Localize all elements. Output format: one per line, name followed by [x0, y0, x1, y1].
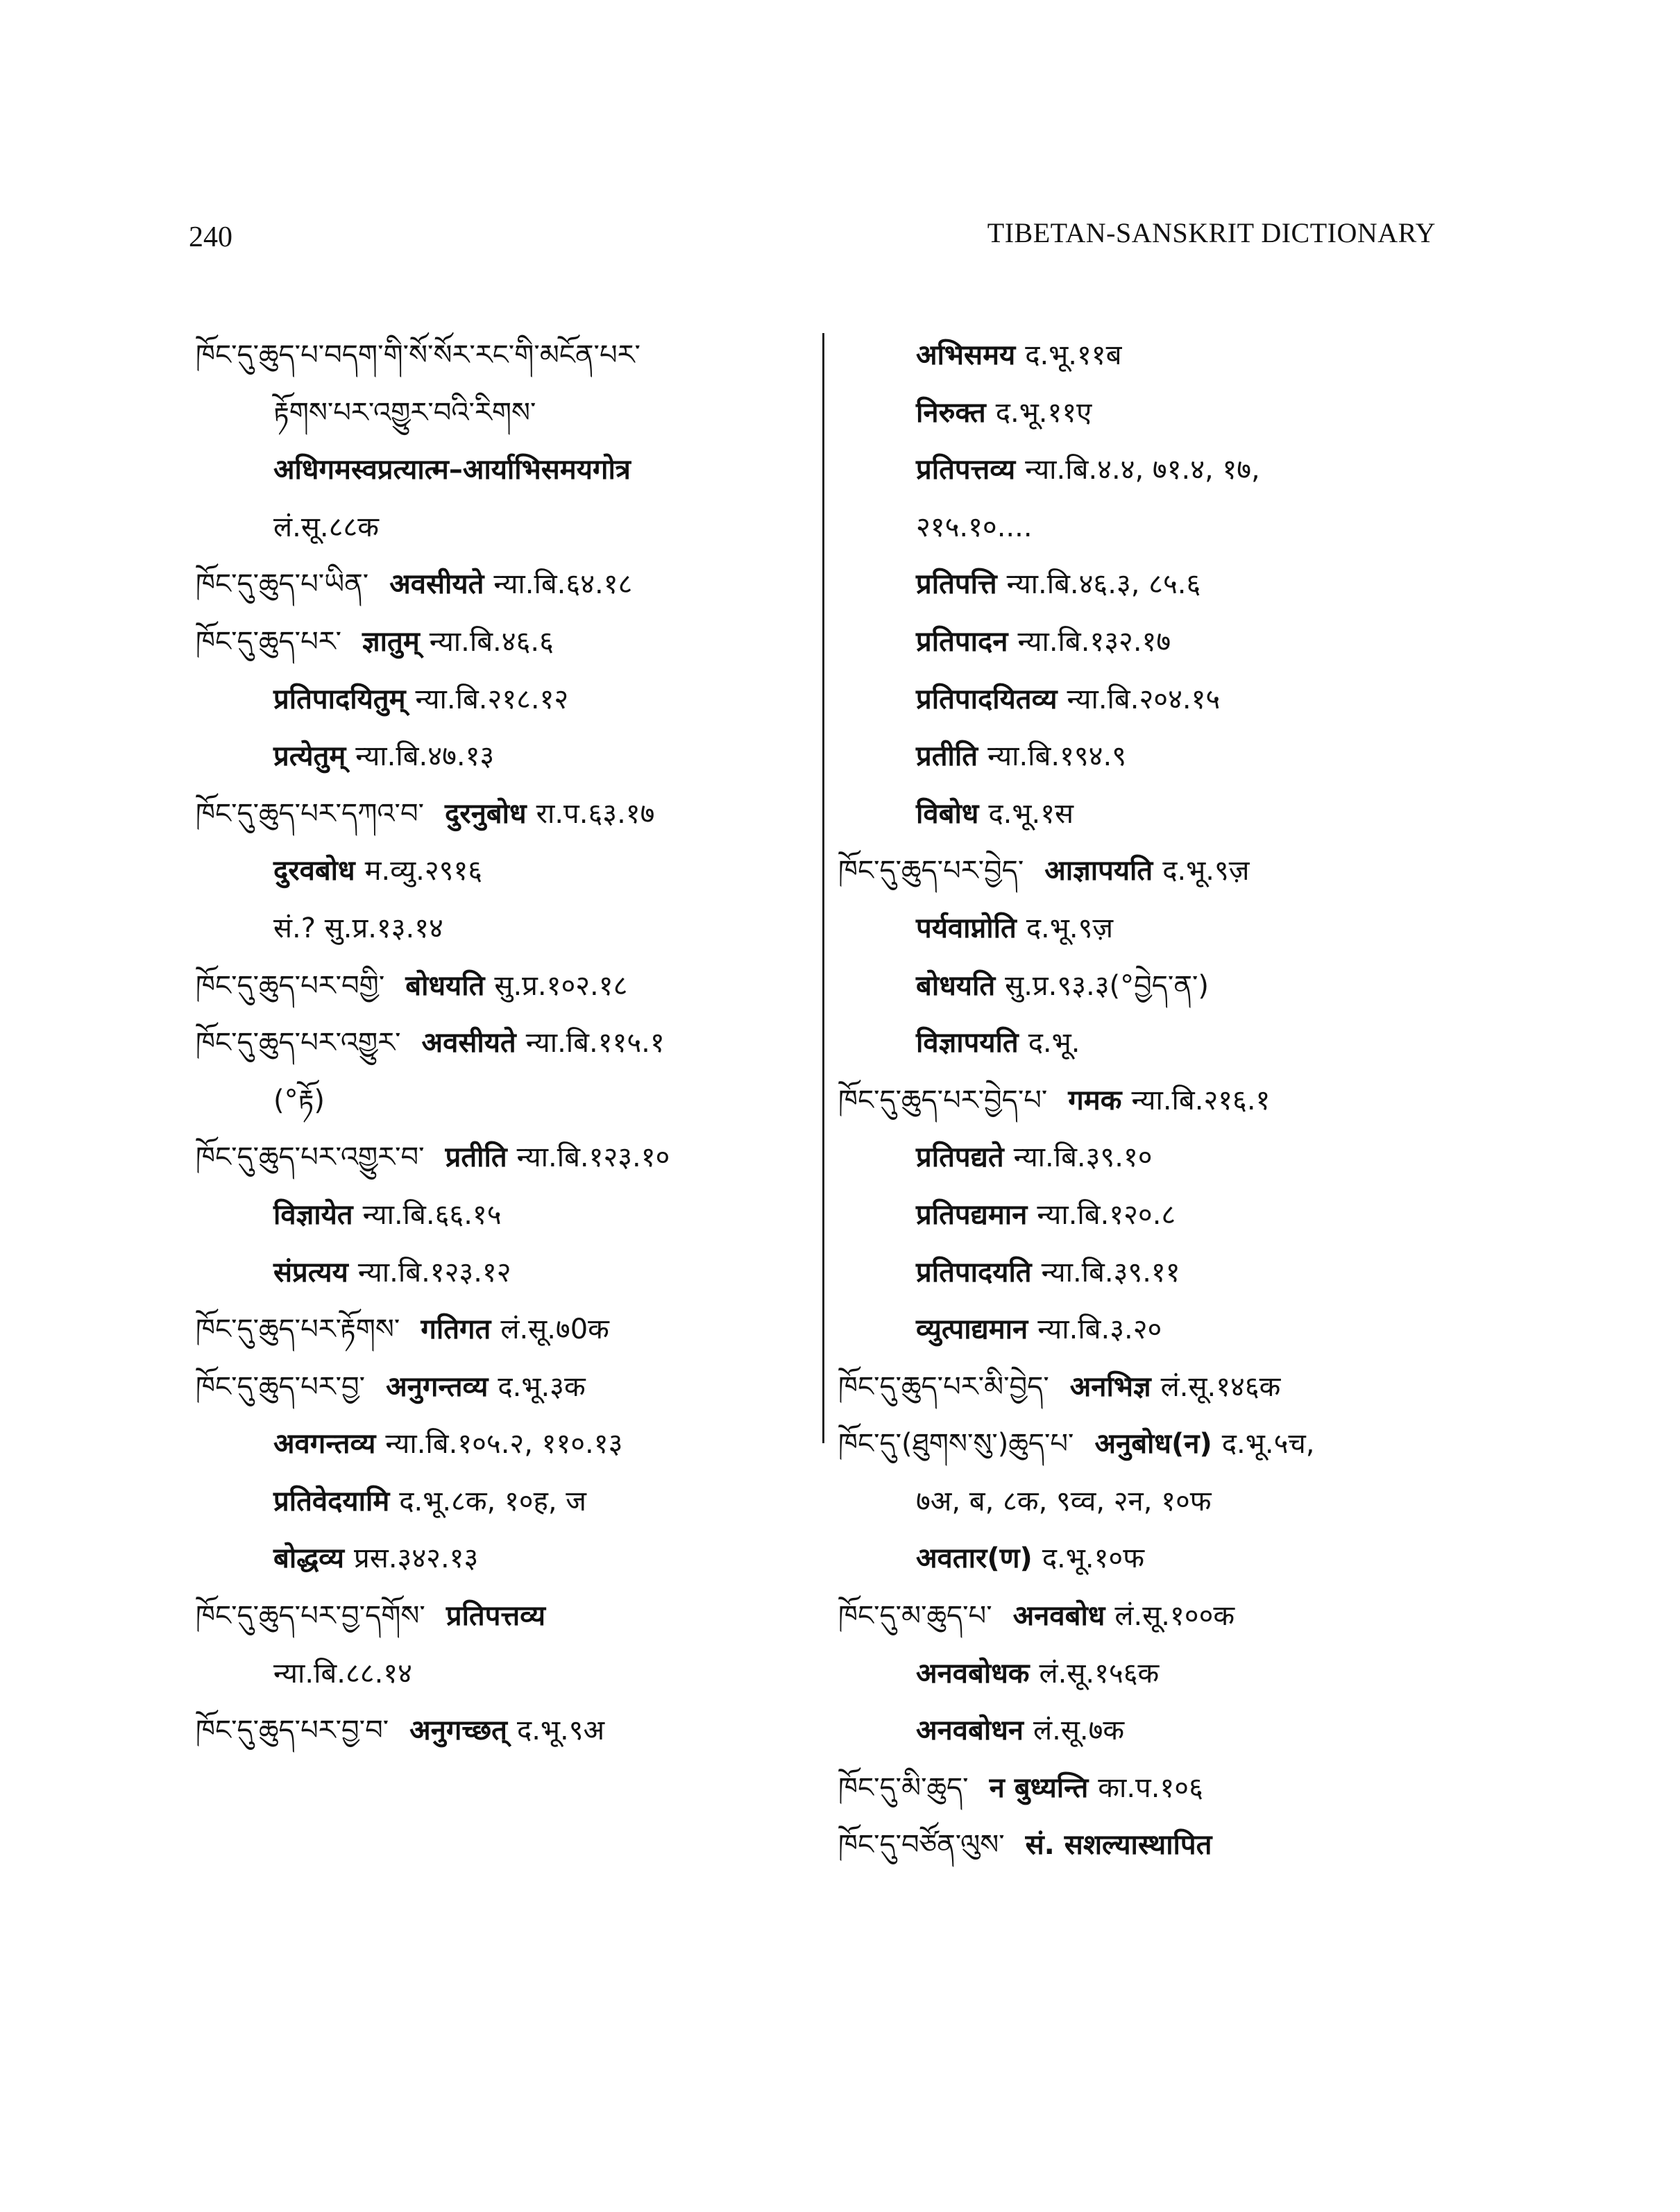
- tibetan-term: (°རྟོ): [273, 1084, 325, 1116]
- sanskrit-equivalent: दुरनुबोध: [445, 797, 527, 830]
- source-reference: न्या.बि.३.२०: [1037, 1313, 1162, 1346]
- dictionary-line: [196, 957, 820, 1014]
- dictionary-line: [838, 1014, 1463, 1071]
- dictionary-line: [838, 785, 1463, 842]
- sanskrit-equivalent: अवगन्तव्य: [273, 1428, 376, 1461]
- sanskrit-equivalent: अवसीयते: [389, 568, 484, 601]
- dictionary-line: [838, 1701, 1463, 1759]
- source-reference: लं.सू.१४६क: [1160, 1370, 1281, 1403]
- source-reference: द.भू.११ब: [1025, 339, 1122, 371]
- dictionary-line: [196, 785, 820, 842]
- sanskrit-equivalent: प्रत्येतुम्: [273, 740, 346, 773]
- sanskrit-equivalent: अनवबोध: [1012, 1600, 1105, 1633]
- sanskrit-equivalent: प्रतिवेदयामि: [273, 1485, 390, 1517]
- dictionary-line: [196, 670, 820, 728]
- tibetan-term: ཁོང་དུ་ཆུད་པར་བགྱི་: [196, 969, 385, 1002]
- sanskrit-equivalent: प्रतिपत्ति: [916, 568, 997, 601]
- dictionary-line: [838, 613, 1463, 670]
- dictionary-line: [196, 842, 820, 899]
- source-reference: म.व्यु.२९१६: [364, 855, 483, 887]
- source-reference: न्या.बि.२०४.१५: [1067, 683, 1221, 715]
- sanskrit-equivalent: अनुगच्छत्: [409, 1715, 507, 1747]
- tibetan-term: ཁོང་དུ་ཆུད་པར་བྱ་དགོས་: [196, 1600, 425, 1633]
- dictionary-line: [196, 1644, 820, 1702]
- dictionary-line: [196, 1529, 820, 1587]
- source-reference: न्या.बि.४६.६: [429, 625, 554, 658]
- source-reference: न्या.बि.१२३.१०: [516, 1141, 670, 1174]
- source-reference: का.प.१०६: [1098, 1771, 1203, 1804]
- dictionary-line: [838, 1415, 1463, 1472]
- tibetan-term: ཁོང་དུ་ཆུད་པར་: [196, 625, 342, 658]
- sanskrit-equivalent: अवसीयते: [421, 1027, 516, 1060]
- sanskrit-equivalent: अभिसमय: [916, 339, 1016, 371]
- sanskrit-equivalent: आज्ञापयति: [1044, 855, 1153, 887]
- dictionary-line: [196, 727, 820, 785]
- sanskrit-equivalent: प्रतीति: [445, 1141, 507, 1174]
- source-reference: द.भू.९ज़: [1026, 912, 1114, 944]
- dictionary-line: [838, 899, 1463, 957]
- sanskrit-equivalent: सं. सशल्यास्थापित: [1025, 1829, 1212, 1862]
- source-reference: प्रस.३४२.१३: [354, 1542, 479, 1575]
- source-reference: न्या.बि.१२३.१२: [357, 1256, 511, 1288]
- dictionary-line: [196, 1472, 820, 1530]
- dictionary-line: [838, 498, 1463, 556]
- sanskrit-equivalent: प्रतिपादयितव्य: [916, 683, 1058, 715]
- source-reference: द.भू.९अ: [516, 1715, 605, 1747]
- sanskrit-equivalent: विज्ञापयति: [916, 1027, 1019, 1060]
- sanskrit-equivalent: अनुबोध(न): [1094, 1428, 1212, 1461]
- sanskrit-equivalent: अवतार(ण): [916, 1542, 1033, 1575]
- source-reference: द.भू.१स: [988, 797, 1074, 830]
- sanskrit-equivalent: अनवबोधन: [916, 1715, 1024, 1747]
- source-reference: द.भू.: [1028, 1027, 1080, 1060]
- tibetan-term: ཁོང་དུ་ཆུད་པར་བྱ་: [196, 1370, 366, 1403]
- sanskrit-equivalent: प्रतिपादन: [916, 625, 1008, 658]
- dictionary-line: [196, 1014, 820, 1071]
- tibetan-term: ཁོང་དུ་མི་ཆུད་: [838, 1771, 969, 1804]
- dictionary-line: [838, 1587, 1463, 1644]
- dictionary-line: [196, 326, 820, 384]
- sanskrit-equivalent: ज्ञातुम्: [362, 625, 420, 658]
- dictionary-line: [838, 842, 1463, 899]
- dictionary-line: [838, 326, 1463, 384]
- sanskrit-equivalent: प्रतीति: [916, 740, 978, 773]
- sanskrit-equivalent: अधिगमस्वप्रत्यात्म–आर्याभिसमयगोत्र: [273, 454, 631, 486]
- source-reference: रा.प.६३.१७: [536, 797, 655, 830]
- dictionary-line: [838, 1071, 1463, 1129]
- source-reference: न्या.बि.२१६.१: [1131, 1084, 1271, 1116]
- sanskrit-equivalent: विज्ञायेत: [273, 1198, 353, 1231]
- left-column: [196, 326, 820, 1759]
- source-reference: द.भू.८क, १०ह, ज: [399, 1485, 586, 1517]
- dictionary-line: [196, 1243, 820, 1301]
- sanskrit-equivalent: प्रतिपद्यमान: [916, 1198, 1028, 1231]
- dictionary-line: [196, 1300, 820, 1358]
- source-reference: सु.प्र.९३.३(°བྱེད་ན་): [1005, 969, 1210, 1002]
- tibetan-term: ཁོང་དུ་ཆུད་པར་མི་བྱེད་: [838, 1370, 1049, 1403]
- dictionary-line: [838, 1759, 1463, 1817]
- dictionary-line: [838, 957, 1463, 1014]
- tibetan-term: ཁོང་དུ་(ཐུགས་སུ་)ཆུད་པ་: [838, 1428, 1074, 1461]
- tibetan-term: ཁོང་དུ་ཆུད་པར་རྟོགས་: [196, 1313, 400, 1346]
- right-column: [838, 326, 1463, 1873]
- dictionary-line: [838, 1358, 1463, 1415]
- tibetan-term: ཁོང་དུ་ཆུད་པར་བྱེད་པ་: [838, 1084, 1048, 1116]
- dictionary-line: [196, 1071, 820, 1129]
- source-reference: द.भू.११ए: [995, 396, 1092, 429]
- sanskrit-equivalent: निरुक्त: [916, 396, 986, 429]
- dictionary-line: [838, 1644, 1463, 1702]
- source-reference: लं.सू.१००क: [1114, 1600, 1235, 1633]
- dictionary-line: [838, 1472, 1463, 1530]
- source-reference: २१५.१०....: [916, 511, 1033, 543]
- dictionary-line: [838, 441, 1463, 498]
- tibetan-term: ཁོང་དུ་ཆུད་པར་དཀའ་བ་: [196, 797, 424, 830]
- dictionary-line: [196, 1358, 820, 1415]
- sanskrit-equivalent: संप्रत्यय: [273, 1256, 348, 1288]
- column-divider: [822, 333, 824, 1443]
- source-reference: न्या.बि.४६.३, ८५.६: [1006, 568, 1201, 601]
- tibetan-term: ཁོང་དུ་ཆུད་པར་བྱ་བ་: [196, 1715, 389, 1747]
- source-reference: लं.सू.७0क: [500, 1313, 609, 1346]
- sanskrit-equivalent: अनभिज्ञ: [1069, 1370, 1151, 1403]
- sanskrit-equivalent: बोधयति: [916, 969, 996, 1002]
- source-reference: न्या.बि.४७.१३: [355, 740, 495, 773]
- source-reference: लं.सू.१५६क: [1039, 1657, 1160, 1690]
- sanskrit-equivalent: व्युत्पाद्यमान: [916, 1313, 1028, 1346]
- sanskrit-equivalent: प्रतिपद्यते: [916, 1141, 1004, 1174]
- dictionary-line: [838, 1529, 1463, 1587]
- dictionary-line: [838, 384, 1463, 441]
- dictionary-line: [196, 899, 820, 957]
- running-title: TIBETAN-SANSKRIT DICTIONARY: [987, 217, 1436, 248]
- sanskrit-equivalent: न बुध्यन्ति: [989, 1771, 1089, 1804]
- dictionary-line: [838, 1243, 1463, 1301]
- dictionary-line: [838, 727, 1463, 785]
- source-reference: न्या.बि.१९४.९: [987, 740, 1126, 773]
- source-reference: लं.सू.७क: [1033, 1715, 1125, 1747]
- tibetan-term: ཁོང་དུ་ཆུད་པ་བདག་གི་སོ་སོར་རང་གི་མངོན་པར་: [196, 339, 640, 371]
- dictionary-line: [196, 613, 820, 670]
- sanskrit-equivalent: अनवबोधक: [916, 1657, 1030, 1690]
- dictionary-line: [838, 555, 1463, 613]
- source-reference: न्या.बि.२१८.१२: [415, 683, 569, 715]
- source-reference: ७अ, ब, ८क, ९व्व, २न, १०फ: [916, 1485, 1212, 1517]
- tibetan-term: ཁོང་དུ་ཆུད་པར་འགྱུར་བ་: [196, 1141, 425, 1174]
- tibetan-term: ཁོང་དུ་ཆུད་པར་བྱེད་: [838, 855, 1024, 887]
- source-reference: न्या.बि.८८.१४: [273, 1657, 412, 1690]
- sanskrit-equivalent: विबोध: [916, 797, 979, 830]
- dictionary-line: [196, 1415, 820, 1472]
- dictionary-line: [196, 1186, 820, 1243]
- dictionary-line: [196, 555, 820, 613]
- source-reference: द.भू.१०फ: [1042, 1542, 1145, 1575]
- dictionary-line: [196, 441, 820, 498]
- tibetan-term: ཁོང་དུ་བཙོན་ལུས་: [838, 1829, 1005, 1862]
- sanskrit-equivalent: गमक: [1068, 1084, 1122, 1116]
- source-reference: द.भू.९ज़: [1162, 855, 1250, 887]
- sanskrit-equivalent: गतिगत: [421, 1313, 491, 1346]
- dictionary-line: [838, 1128, 1463, 1186]
- tibetan-term: ཁོང་དུ་ཆུད་པར་འགྱུར་: [196, 1027, 401, 1060]
- sanskrit-equivalent: प्रतिपत्तव्य: [446, 1600, 545, 1633]
- sanskrit-equivalent: पर्यवाप्नोति: [916, 912, 1017, 944]
- source-reference: न्या.बि.१३२.१७: [1017, 625, 1171, 658]
- sanskrit-equivalent: प्रतिपत्तव्य: [916, 454, 1016, 486]
- dictionary-line: [838, 1816, 1463, 1873]
- dictionary-line: [838, 1300, 1463, 1358]
- source-reference: द.भू.३क: [498, 1370, 586, 1403]
- source-reference: द.भू.५च,: [1221, 1428, 1315, 1461]
- tibetan-term: རྟོགས་པར་འགྱུར་བའི་རིགས་: [273, 396, 536, 429]
- sanskrit-equivalent: बोधयति: [405, 969, 485, 1002]
- source-reference: न्या.बि.१०५.२, ११०.१३: [385, 1428, 623, 1461]
- dictionary-line: [196, 1128, 820, 1186]
- source-reference: न्या.बि.३९.१०: [1013, 1141, 1153, 1174]
- sanskrit-equivalent: प्रतिपादयति: [916, 1256, 1032, 1288]
- dictionary-line: [838, 1186, 1463, 1243]
- source-reference: लं.सू.८८क: [273, 511, 379, 543]
- sanskrit-equivalent: बोद्धव्य: [273, 1542, 345, 1575]
- source-reference: न्या.बि.४.४, ७१.४, १७,: [1025, 454, 1260, 486]
- source-reference: सं.? सु.प्र.१३.१४: [273, 912, 443, 944]
- dictionary-line: [196, 1587, 820, 1644]
- source-reference: न्या.बि.६६.१५: [362, 1198, 502, 1231]
- dictionary-line: [196, 1701, 820, 1759]
- sanskrit-equivalent: दुरवबोध: [273, 855, 355, 887]
- source-reference: न्या.बि.६४.१८: [493, 568, 633, 601]
- source-reference: न्या.बि.३९.११: [1041, 1256, 1180, 1288]
- tibetan-term: ཁོང་དུ་མ་ཆུད་པ་: [838, 1600, 992, 1633]
- sanskrit-equivalent: प्रतिपादयितुम्: [273, 683, 406, 715]
- source-reference: सु.प्र.१०२.१८: [494, 969, 628, 1002]
- sanskrit-equivalent: अनुगन्तव्य: [386, 1370, 489, 1403]
- page-number: 240: [189, 221, 232, 253]
- source-reference: न्या.बि.१२०.८: [1037, 1198, 1176, 1231]
- source-reference: न्या.बि.११५.१: [525, 1027, 665, 1060]
- dictionary-line: [196, 384, 820, 441]
- dictionary-line: [196, 498, 820, 556]
- tibetan-term: ཁོང་དུ་ཆུད་པ་ཡིན་: [196, 568, 369, 601]
- dictionary-line: [838, 670, 1463, 728]
